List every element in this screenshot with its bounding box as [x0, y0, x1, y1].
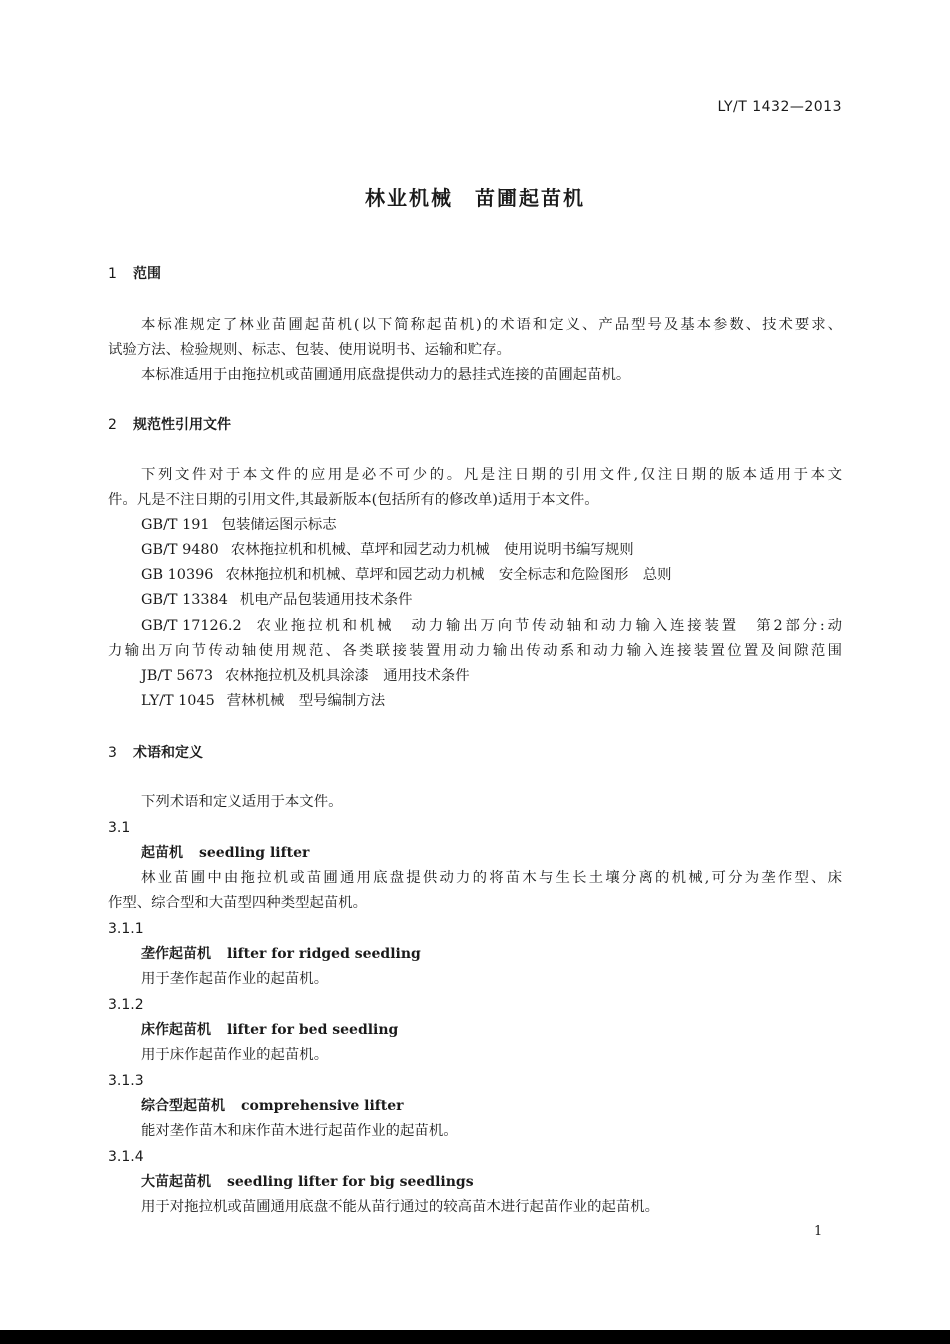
term-zh: 垄作起苗机	[141, 946, 211, 962]
reference-title: 机电产品包装通用技术条件	[239, 592, 413, 608]
reference-item	[141, 617, 842, 635]
term-zh: 床作起苗机	[141, 1022, 211, 1038]
term-definition: 能对垄作苗木和床作苗木进行起苗作业的起苗机。	[141, 1123, 458, 1139]
reference-title: 农业拖拉机和机械 动力输出万向节传动轴和动力输入连接装置 第2部分:动	[253, 618, 842, 634]
paragraph: 下列术语和定义适用于本文件。	[141, 794, 343, 810]
reference-title: 农林拖拉机和机械、草坪和园艺动力机械 使用说明书编写规则	[230, 542, 634, 558]
section-2-heading	[108, 416, 231, 434]
reference-code: GB 10396	[141, 567, 214, 583]
standard-number: LY/T 1432—2013	[717, 99, 842, 115]
clause-number: 3.1.4	[108, 1149, 144, 1165]
section-title: 规范性引用文件	[133, 417, 231, 433]
reference-title: 营林机械 型号编制方法	[226, 693, 386, 709]
term-zh: 大苗起苗机	[141, 1174, 211, 1190]
section-number: 3	[108, 745, 117, 761]
reference-code: GB/T 9480	[141, 542, 219, 558]
term-definition-cont: 作型、综合型和大苗型四种类型起苗机。	[108, 895, 368, 911]
document-title: 林业机械 苗圃起苗机	[365, 186, 585, 210]
term-zh: 起苗机	[141, 845, 183, 861]
scan-edge-bar	[0, 1330, 950, 1344]
term-heading	[141, 844, 309, 862]
section-title: 术语和定义	[133, 745, 203, 761]
reference-title: 农林拖拉机及机具涂漆 通用技术条件	[225, 668, 470, 684]
section-3-heading	[108, 744, 203, 762]
paragraph: 本标准适用于由拖拉机或苗圃通用底盘提供动力的悬挂式连接的苗圃起苗机。	[141, 367, 631, 383]
clause-number: 3.1.1	[108, 921, 144, 937]
reference-item	[141, 667, 470, 685]
clause-number: 3.1.2	[108, 997, 144, 1013]
reference-title: 包装储运图示标志	[221, 517, 337, 533]
term-definition: 林业苗圃中由拖拉机或苗圃通用底盘提供动力的将苗木与生长土壤分离的机械,可分为垄作型、床	[141, 870, 842, 886]
term-en: seedling lifter for big seedlings	[227, 1174, 474, 1190]
section-1-heading	[108, 265, 161, 283]
term-zh: 综合型起苗机	[141, 1098, 225, 1114]
term-heading	[141, 1173, 474, 1191]
term-definition: 用于床作起苗作业的起苗机。	[141, 1047, 329, 1063]
term-definition: 用于对拖拉机或苗圃通用底盘不能从苗行通过的较高苗木进行起苗作业的起苗机。	[141, 1199, 660, 1215]
reference-item	[141, 516, 337, 534]
reference-code: GB/T 17126.2	[141, 618, 242, 634]
reference-code: GB/T 191	[141, 517, 210, 533]
section-title: 范围	[133, 266, 161, 282]
term-definition: 用于垄作起苗作业的起苗机。	[141, 971, 329, 987]
paragraph-cont: 试验方法、检验规则、标志、包装、使用说明书、运输和贮存。	[108, 342, 511, 358]
clause-number: 3.1	[108, 820, 131, 836]
section-number: 1	[108, 266, 117, 282]
term-en: comprehensive lifter	[241, 1098, 404, 1114]
reference-cont: 力输出万向节传动轴使用规范、各类联接装置用动力输出传动系和动力输入连接装置位置及间隙范围	[108, 643, 842, 659]
paragraph: 本标准规定了林业苗圃起苗机(以下简称起苗机)的术语和定义、产品型号及基本参数、技术要求、	[141, 317, 842, 333]
clause-number: 3.1.3	[108, 1073, 144, 1089]
term-en: seedling lifter	[199, 845, 310, 861]
section-number: 2	[108, 417, 117, 433]
reference-item	[141, 541, 634, 559]
term-heading	[141, 1021, 398, 1039]
term-en: lifter for ridged seedling	[227, 946, 421, 962]
reference-item	[141, 566, 672, 584]
paragraph-cont: 件。凡是不注日期的引用文件,其最新版本(包括所有的修改单)适用于本文件。	[108, 492, 599, 508]
reference-code: LY/T 1045	[141, 693, 215, 709]
term-heading	[141, 1097, 404, 1115]
term-heading	[141, 945, 421, 963]
reference-item	[141, 591, 413, 609]
reference-title: 农林拖拉机和机械、草坪和园艺动力机械 安全标志和危险图形 总则	[225, 567, 672, 583]
page-number: 1	[814, 1224, 823, 1239]
term-en: lifter for bed seedling	[227, 1022, 399, 1038]
reference-code: JB/T 5673	[141, 668, 213, 684]
reference-code: GB/T 13384	[141, 592, 228, 608]
reference-item	[141, 692, 385, 710]
paragraph: 下列文件对于本文件的应用是必不可少的。凡是注日期的引用文件,仅注日期的版本适用于本文	[141, 467, 842, 483]
